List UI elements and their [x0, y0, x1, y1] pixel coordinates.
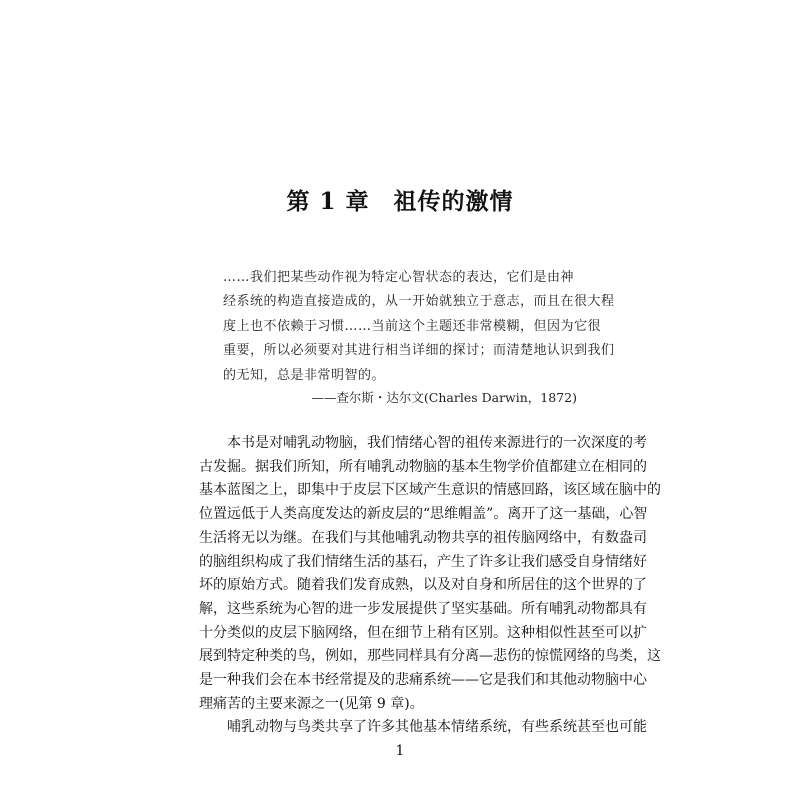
epigraph-line: 度上也不依赖于习惯……当前这个主题还非常模糊，但因为它很: [223, 318, 602, 334]
chapter-title: 第 1 章 祖传的激情: [286, 188, 514, 216]
body-line: 坏的原始方式。随着我们发育成熟，以及对自身和所居住的这个世界的了: [199, 577, 647, 594]
epigraph-line: 的无知，总是非常明智的。: [223, 367, 386, 383]
body-line: 的脑组织构成了我们情绪生活的基石，产生了许多让我们感受自身情绪好: [199, 553, 647, 570]
epigraph-line: ……我们把某些动作视为特定心智状态的表达，它们是由神: [223, 270, 575, 285]
body-line: 哺乳动物与鸟类共享了许多其他基本情绪系统，有些系统甚至也可能: [199, 719, 647, 736]
body-line: 位置远低于人类高度发达的新皮层的“思维帽盖”。离开了这一基础，心智: [199, 506, 648, 523]
epigraph: [223, 266, 615, 388]
body-line: 解，这些系统为心智的进一步发展提供了坚实基础。所有哺乳动物都具有: [199, 600, 647, 617]
body-line: 展到特定种类的鸟，例如，那些同样具有分离—悲伤的惊慌网络的鸟类，这: [199, 648, 661, 665]
body-line: 基本蓝图之上，即集中于皮层下区域产生意识的情感回路，该区域在脑中的: [199, 482, 661, 499]
body-text: [199, 432, 661, 740]
page-number: 1: [395, 743, 405, 759]
body-line: 理痛苦的主要来源之一(见第 9 章)。: [199, 695, 424, 712]
epigraph-line: 重要，所以必须要对其进行相当详细的探讨；而清楚地认识到我们: [223, 343, 615, 359]
epigraph-attribution: ——查尔斯・达尔文(Charles Darwin，1872): [311, 390, 577, 405]
body-line: 是一种我们会在本书经常提及的悲痛系统——它是我们和其他动物脑中心: [199, 672, 647, 689]
body-line: 古发掘。据我们所知，所有哺乳动物脑的基本生物学价值都建立在相同的: [199, 458, 647, 475]
body-line: 本书是对哺乳动物脑，我们情绪心智的祖传来源进行的一次深度的考: [199, 435, 647, 451]
epigraph-line: 经系统的构造直接造成的，从一开始就独立于意志，而且在很大程: [223, 294, 615, 310]
body-line: 生活将无以为继。在我们与其他哺乳动物共享的祖传脑网络中，有数盎司: [199, 529, 647, 546]
body-line: 十分类似的皮层下脑网络，但在细节上稍有区别。这种相似性甚至可以扩: [199, 624, 647, 641]
